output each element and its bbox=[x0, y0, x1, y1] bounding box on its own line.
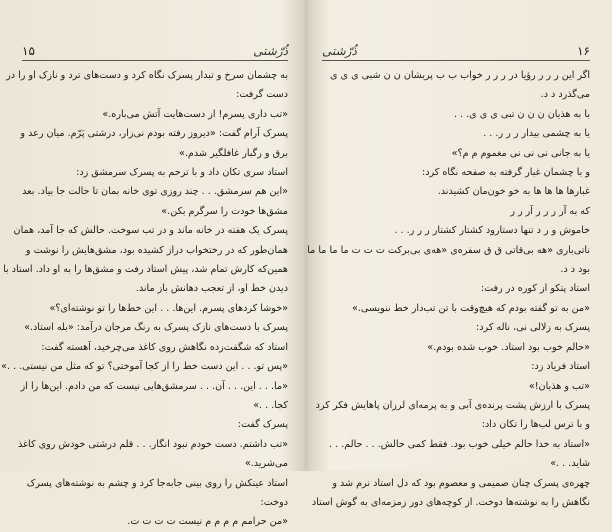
text-line: بود د د. bbox=[560, 264, 590, 276]
page-number: ۱۶ bbox=[577, 44, 590, 58]
text-line: «تب داشتم. دست خودم نبود انگار. . . قلم درشتی خودش روی کاغذ bbox=[18, 438, 288, 450]
text-line: کجا. . .» bbox=[253, 399, 288, 411]
right-page-body bbox=[307, 66, 590, 512]
text-line: «ما. . . این. . . آن. . . سرمشق‌هایی نیست که من دادم. این‌ها را از bbox=[20, 380, 288, 392]
text-line: پسرک یک هفته در خانه ماند و در تب سوخت. حالش که جا آمد، همان bbox=[13, 225, 288, 237]
text-line: و با چشمان غبار گرفته به صفحه نگاه کرد: bbox=[421, 167, 590, 179]
running-title: ذُرّشتی bbox=[253, 44, 288, 58]
text-line: برق و رگبار غافلگیر شدم.» bbox=[178, 147, 288, 159]
text-line: «تب داری پسرم! از دست‌هایت آتش می‌باره.» bbox=[102, 108, 288, 120]
text-line: اگر این ر ر ر رؤیا در ر ر ر خواب ب ب پریشان ن ن شبی ی ی ی bbox=[329, 70, 590, 81]
text-line: پسرک آرام گفت: «دیروز رفته بودم نی‌زار، درشتی پَرّم. میان رعد و bbox=[20, 128, 288, 140]
text-line: «تب و هذیان!» bbox=[528, 380, 590, 392]
text-line: چهره‌ی پسرک چنان صمیمی و معصوم بود که دل استاد نرم شد و bbox=[332, 477, 590, 489]
text-line: همان‌طور که در رختخواب دراز کشیده بود، مشق‌هایش را نوشت و bbox=[25, 244, 288, 256]
text-line: پسرک با ارزش پشت پرنده‌ی آبی و به پرمه‌ای لرزان پاهایش فکر کرد bbox=[315, 399, 590, 411]
text-line: استاد عینکش را روی بینی جابه‌جا کرد و چشم به نوشته‌های پسرک bbox=[26, 477, 288, 489]
text-line: استاد فریاد زد: bbox=[531, 361, 590, 373]
text-line: همین‌که کارش تمام شد، پیش استاد رفت و مشق‌ها را به او داد. استاد با bbox=[3, 264, 288, 276]
page-number: ۱۵ bbox=[22, 44, 35, 58]
text-line: دست گرفت: bbox=[236, 89, 288, 101]
right-page-header bbox=[322, 42, 590, 61]
left-page-header bbox=[22, 42, 288, 61]
text-line: استاد سری تکان داد و با ترحم به پسرک سرمشق زد: bbox=[76, 167, 288, 179]
text-line: «پس تو. . . این دست خط را از کجا آموختی؟ تو که مثل من نیستی. . .» bbox=[1, 361, 288, 373]
text-line: استاد که شگفت‌زده نگاهش روی کاغذ می‌چرخید، آهسته گفت: bbox=[41, 341, 288, 353]
text-line: خاموش و ر د تنها دستارود کشتار کشتار ر ر ر. . . bbox=[394, 225, 590, 237]
text-line: یا به چشمی بیدار ر ر ر. . . bbox=[483, 128, 590, 140]
text-line: می‌شرید.» bbox=[244, 458, 288, 470]
text-line: شاید. . .» bbox=[550, 458, 590, 470]
left-page-body bbox=[1, 66, 288, 532]
left-page bbox=[0, 0, 306, 528]
text-line: می‌گذرد د د. bbox=[540, 89, 590, 101]
text-line: با به هذیان ن ن ن تبی ی ی ی. . . bbox=[453, 108, 590, 120]
text-line: «من حرامم م م م م نیست ت ت ت ت. bbox=[127, 516, 288, 528]
text-line: غبارها ها ها ها به خو خون‌مان کشیدند. bbox=[437, 186, 590, 198]
text-line: دیدن خط او، از تعجب دهانش باز ماند. bbox=[135, 283, 288, 295]
text-line: که به آر ر ر ر آر ر ر bbox=[510, 205, 590, 217]
text-line: «استاد به خدا حالم خیلی خوب بود. فقط کمی حالش. . . حالم. . . bbox=[329, 438, 590, 450]
right-page bbox=[306, 0, 612, 508]
text-line: نگاهش را به نوشته‌ها دوخت. از کوچه‌های دور زمزمه‌ای به گوش استاد bbox=[311, 496, 590, 508]
text-line: استاد پتکو از کوره در رفت: bbox=[480, 283, 590, 295]
text-line: مشق‌ها خودت را سرگرم بکن.» bbox=[161, 205, 288, 217]
text-line: پسرک گفت: bbox=[237, 419, 288, 431]
text-line: «خوشا کردهای پسرم. این‌ها. . . این خط‌ها را تو نوشته‌ای؟» bbox=[49, 302, 288, 314]
text-line: «حالم خوب بود استاد. خوب شده بودم.» bbox=[427, 341, 590, 353]
text-line: دوخت: bbox=[260, 496, 288, 508]
text-line: پسرک با دست‌های نازک پسرک به رنگ مرجان درآمد: «بله استاد.» bbox=[24, 322, 288, 334]
text-line: ناتی‌باری «هه بی‌قاتی ق ق سفره‌ی «هه‌ی بی‌برکت ت ت ت ما ما ما ما bbox=[307, 244, 590, 256]
text-line: پسرک به زلالی نی، ناله کرد: bbox=[476, 322, 590, 334]
text-line: «این هم سرمشق. . . چند روزی توی خانه بمان تا حالت جا بیاد. بعد bbox=[22, 186, 288, 198]
running-title: ذُرّشتی bbox=[322, 44, 357, 58]
text-line: «من به تو گفته بودم که هیچ‌وقت با تن تب‌دار خط ننویسی.» bbox=[351, 302, 590, 314]
text-line: به چشمان سرخ و تبدار پسرک نگاه کرد و دست‌های ترد و نازک او را در bbox=[6, 70, 288, 81]
text-line: یا به جانی نی نی نی مغموم م م؟» bbox=[451, 147, 590, 159]
text-line: و با ترس لب‌ها را تکان داد: bbox=[481, 419, 590, 431]
